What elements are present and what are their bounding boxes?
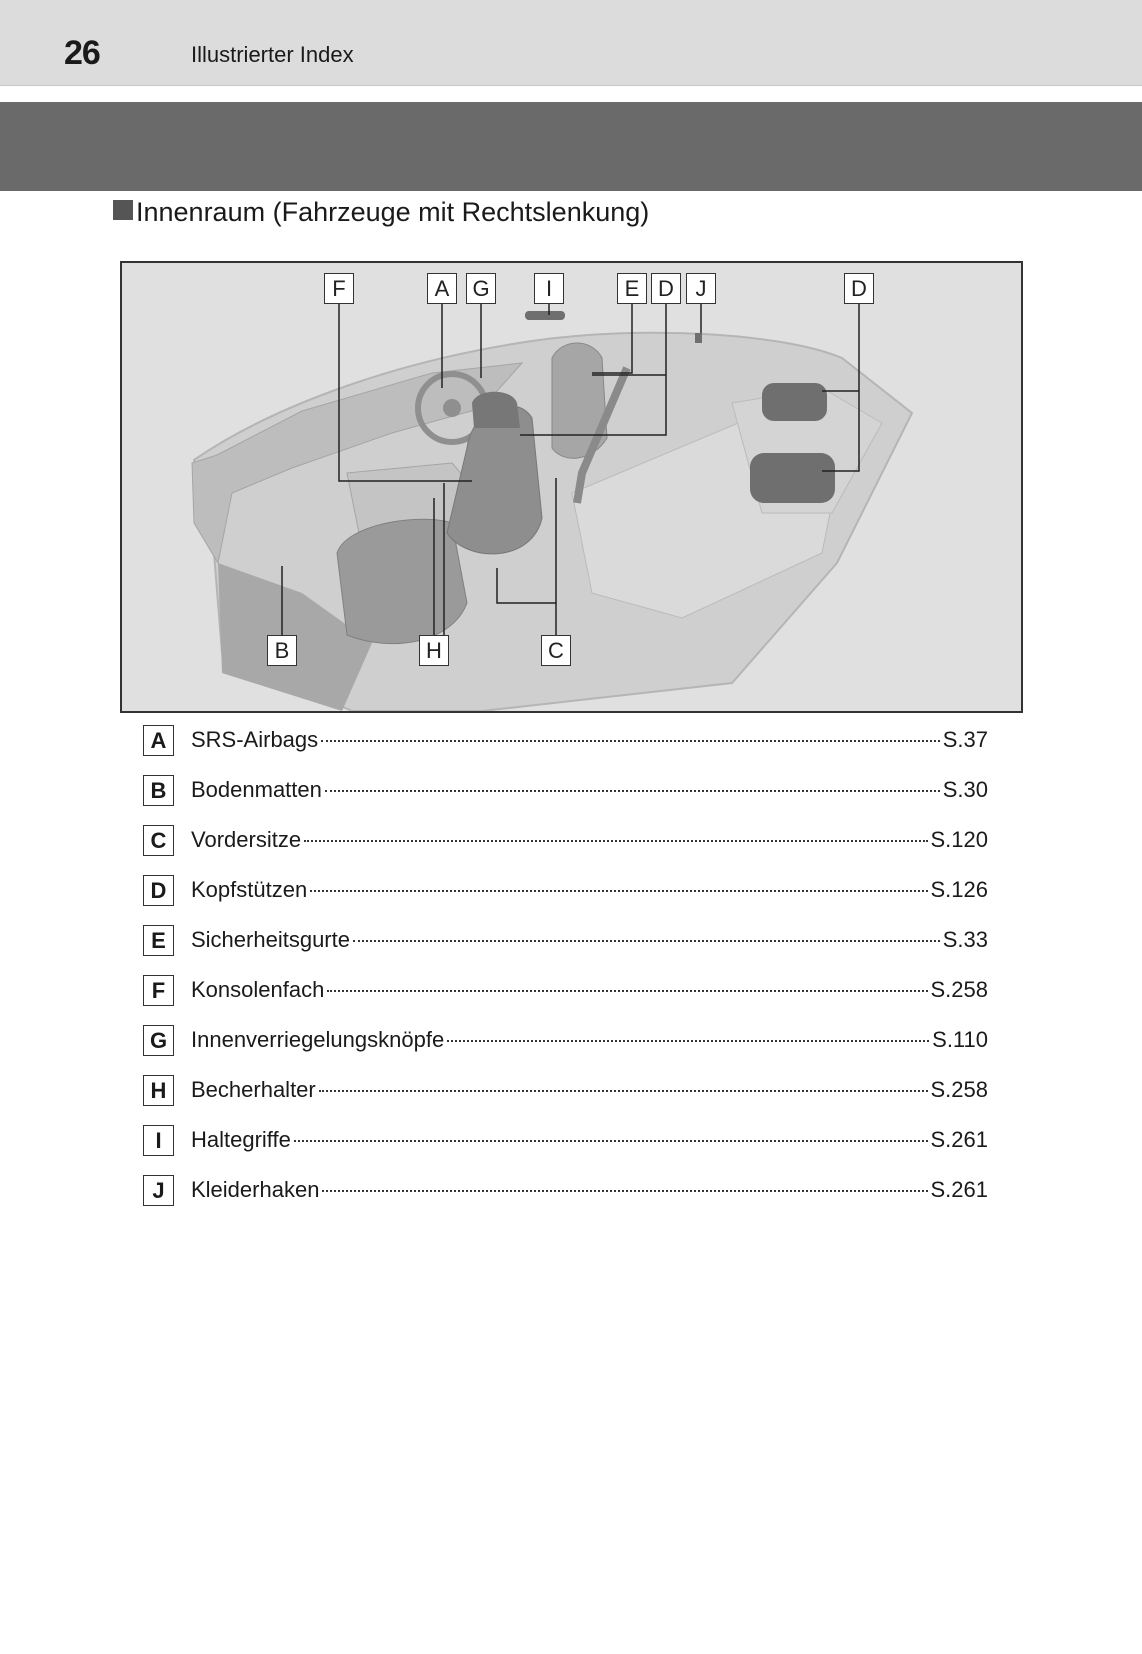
index-letter: A bbox=[143, 725, 174, 756]
dot-leader bbox=[327, 990, 927, 992]
dot-leader bbox=[310, 890, 927, 892]
index-row[interactable] bbox=[143, 1073, 988, 1123]
index-letter: E bbox=[143, 925, 174, 956]
steering-hub-shape bbox=[443, 399, 461, 417]
index-page-ref[interactable]: S.110 bbox=[932, 1027, 988, 1052]
index-letter: G bbox=[143, 1025, 174, 1056]
index-label: Bodenmatten bbox=[191, 777, 322, 802]
index-row[interactable] bbox=[143, 973, 988, 1023]
header-band bbox=[0, 102, 1142, 191]
index-page-ref[interactable]: S.33 bbox=[942, 927, 988, 952]
index-letter: I bbox=[143, 1125, 174, 1156]
index-letter: F bbox=[143, 975, 174, 1006]
section-title-text: Innenraum (Fahrzeuge mit Rechtslenkung) bbox=[136, 197, 650, 227]
dot-leader bbox=[321, 740, 940, 742]
interior-illustration bbox=[120, 261, 1023, 713]
front-headrest-shape bbox=[472, 392, 520, 428]
callout-j: J bbox=[686, 273, 716, 304]
index-page-ref[interactable]: S.126 bbox=[930, 877, 988, 902]
index-list bbox=[143, 723, 988, 1223]
index-label: SRS-Airbags bbox=[191, 727, 319, 752]
dot-leader bbox=[325, 790, 940, 792]
index-page-ref[interactable]: S.261 bbox=[930, 1127, 988, 1152]
car-interior-drawing bbox=[122, 263, 1021, 711]
index-page-ref[interactable]: S.30 bbox=[942, 777, 988, 802]
callout-c: C bbox=[541, 635, 571, 666]
index-row[interactable] bbox=[143, 823, 988, 873]
index-label: Innenverriegelungsknöpfe bbox=[191, 1027, 445, 1052]
callout-d-left: D bbox=[651, 273, 681, 304]
index-label: Kopfstützen bbox=[191, 877, 308, 902]
index-page-ref[interactable]: S.37 bbox=[942, 727, 988, 752]
dot-leader bbox=[304, 840, 927, 842]
rear-headrest-lower-shape bbox=[750, 453, 835, 503]
page-header bbox=[0, 0, 1142, 86]
callout-h: H bbox=[419, 635, 449, 666]
index-letter: D bbox=[143, 875, 174, 906]
dot-leader bbox=[294, 1140, 928, 1142]
index-letter: J bbox=[143, 1175, 174, 1206]
index-row[interactable] bbox=[143, 1123, 988, 1173]
page-number: 26 bbox=[64, 34, 100, 72]
index-page-ref[interactable]: S.261 bbox=[930, 1177, 988, 1202]
dot-leader bbox=[319, 1090, 928, 1092]
grab-handle-shape bbox=[525, 311, 565, 320]
dot-leader bbox=[322, 1190, 927, 1192]
square-bullet-icon bbox=[113, 200, 133, 220]
callout-i: I bbox=[534, 273, 564, 304]
coat-hook-shape bbox=[695, 333, 702, 343]
index-row[interactable] bbox=[143, 723, 988, 773]
index-letter: C bbox=[143, 825, 174, 856]
callout-f: F bbox=[324, 273, 354, 304]
callout-b: B bbox=[267, 635, 297, 666]
index-row[interactable] bbox=[143, 773, 988, 823]
index-letter: B bbox=[143, 775, 174, 806]
index-label: Kleiderhaken bbox=[191, 1177, 320, 1202]
index-label: Vordersitze bbox=[191, 827, 302, 852]
callout-d-right: D bbox=[844, 273, 874, 304]
index-page-ref[interactable]: S.120 bbox=[930, 827, 988, 852]
index-label: Sicherheitsgurte bbox=[191, 927, 350, 952]
rear-headrest-upper-shape bbox=[762, 383, 827, 421]
index-row[interactable] bbox=[143, 1173, 988, 1223]
index-label: Becherhalter bbox=[191, 1077, 316, 1102]
index-label: Haltegriffe bbox=[191, 1127, 291, 1152]
callout-e: E bbox=[617, 273, 647, 304]
index-row[interactable] bbox=[143, 873, 988, 923]
front-seat-cushion-shape bbox=[337, 519, 467, 643]
index-label: Konsolenfach bbox=[191, 977, 325, 1002]
header-title: Illustrierter Index bbox=[191, 42, 354, 67]
index-letter: H bbox=[143, 1075, 174, 1106]
dot-leader bbox=[447, 1040, 929, 1042]
index-row[interactable] bbox=[143, 1023, 988, 1073]
index-page-ref[interactable]: S.258 bbox=[930, 1077, 988, 1102]
index-row[interactable] bbox=[143, 923, 988, 973]
callout-a: A bbox=[427, 273, 457, 304]
section-title bbox=[113, 197, 649, 228]
index-page-ref[interactable]: S.258 bbox=[930, 977, 988, 1002]
dot-leader bbox=[353, 940, 940, 942]
callout-g: G bbox=[466, 273, 496, 304]
